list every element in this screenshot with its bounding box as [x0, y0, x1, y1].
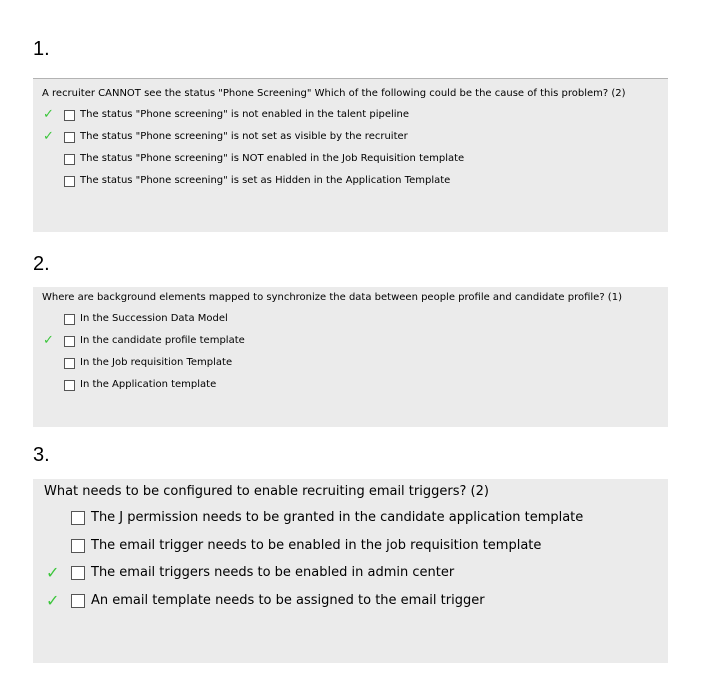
checkbox[interactable] — [71, 566, 85, 580]
checkbox[interactable] — [64, 380, 75, 391]
correct-check-icon: ✓ — [46, 591, 60, 610]
question-1-number: 1. — [33, 38, 50, 60]
question-3-option-2[interactable] — [71, 538, 541, 554]
question-2-option-3[interactable] — [64, 356, 232, 370]
question-3-number: 3. — [33, 444, 50, 466]
checkbox[interactable] — [64, 336, 75, 347]
option-label: In the Job requisition Template — [80, 357, 233, 368]
checkbox[interactable] — [64, 314, 75, 325]
correct-check-icon: ✓ — [46, 563, 60, 582]
checkbox[interactable] — [71, 594, 85, 608]
option-label: An email template needs to be assigned to the email trigger — [91, 593, 485, 608]
question-3-text: What needs to be configured to enable recruiting email triggers? (2) — [44, 484, 489, 499]
option-label: The status "Phone screening" is set as Hidden in the Application Template — [80, 175, 451, 186]
question-1-option-2[interactable] — [64, 130, 408, 144]
option-label: In the candidate profile template — [80, 335, 245, 346]
checkbox[interactable] — [71, 511, 85, 525]
option-label: The status "Phone screening" is not enabled in the talent pipeline — [80, 109, 410, 120]
checkbox[interactable] — [64, 110, 75, 121]
question-2-text: Where are background elements mapped to synchronize the data between people profile and candidate profile? (1) — [42, 292, 622, 303]
question-1-option-1[interactable] — [64, 108, 409, 122]
checkbox[interactable] — [64, 176, 75, 187]
question-1-option-4[interactable] — [64, 174, 450, 188]
question-2-option-4[interactable] — [64, 378, 216, 392]
question-2-number: 2. — [33, 253, 50, 275]
option-label: The status "Phone screening" is not set as visible by the recruiter — [80, 131, 408, 142]
checkbox[interactable] — [64, 358, 75, 369]
correct-check-icon: ✓ — [43, 107, 54, 122]
question-3-option-4[interactable] — [71, 593, 485, 609]
checkbox[interactable] — [64, 154, 75, 165]
option-label: In the Succession Data Model — [80, 313, 228, 324]
question-1-text: A recruiter CANNOT see the status "Phone Screening" Which of the following could be the cause of this problem? (2) — [42, 88, 626, 99]
question-2-option-2[interactable] — [64, 334, 245, 348]
question-3-option-1[interactable] — [71, 510, 583, 526]
checkbox[interactable] — [64, 132, 75, 143]
question-2-option-1[interactable] — [64, 312, 228, 326]
option-label: The email trigger needs to be enabled in the job requisition template — [91, 538, 542, 553]
question-1-panel — [33, 78, 668, 232]
question-3-option-3[interactable] — [71, 565, 454, 581]
option-label: The email triggers needs to be enabled in admin center — [91, 565, 455, 580]
question-3-panel — [33, 479, 668, 663]
option-label: In the Application template — [80, 379, 217, 390]
correct-check-icon: ✓ — [43, 333, 54, 348]
option-label: The J permission needs to be granted in the candidate application template — [91, 510, 584, 525]
checkbox[interactable] — [71, 539, 85, 553]
question-1-option-3[interactable] — [64, 152, 464, 166]
question-2-panel — [33, 287, 668, 427]
correct-check-icon: ✓ — [43, 129, 54, 144]
option-label: The status "Phone screening" is NOT enabled in the Job Requisition template — [80, 153, 465, 164]
